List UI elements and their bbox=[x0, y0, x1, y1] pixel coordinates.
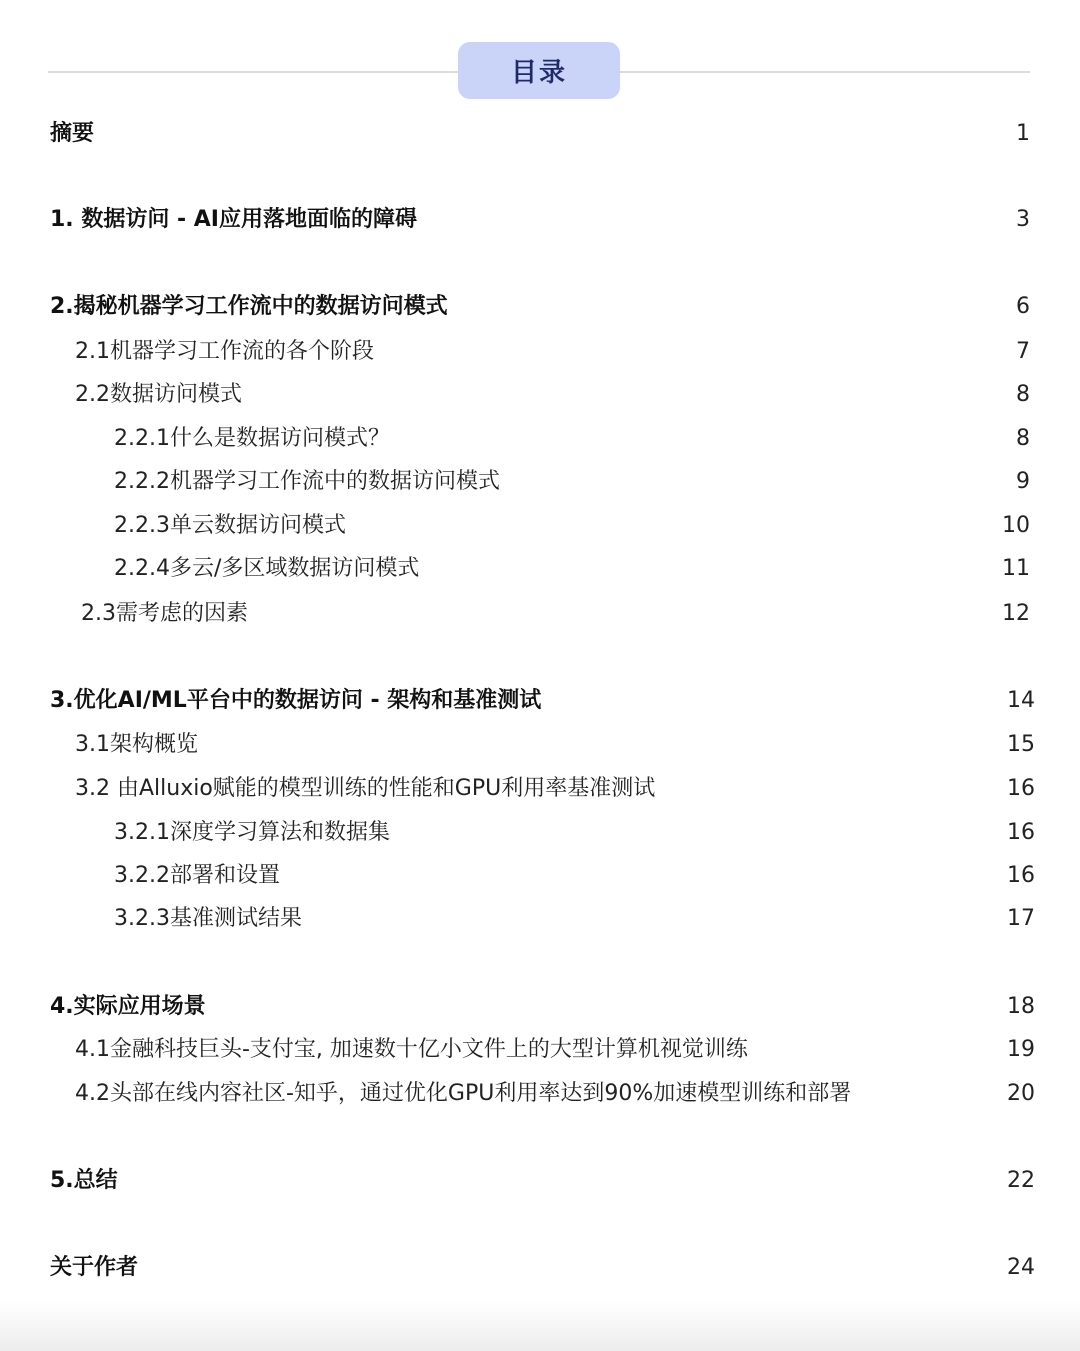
toc-entry-page: 12 bbox=[1002, 601, 1030, 626]
toc-entry-label: 3.2.3基准测试结果 bbox=[114, 906, 302, 931]
toc-entry-page: 10 bbox=[1002, 513, 1030, 538]
toc-entry-2-3[interactable] bbox=[0, 597, 1080, 631]
toc-entry-page: 19 bbox=[1007, 1037, 1035, 1062]
toc-entry-page: 18 bbox=[1007, 994, 1035, 1019]
toc-entry-label: 1. 数据访问 - AI应用落地面临的障碍 bbox=[50, 207, 417, 232]
toc-entry-about-authors[interactable] bbox=[0, 1251, 1080, 1285]
toc-entry-page: 15 bbox=[1007, 732, 1035, 757]
toc-entry-section-2[interactable] bbox=[0, 290, 1080, 324]
toc-entry-page: 16 bbox=[1007, 776, 1035, 801]
toc-entry-label: 3.2.2部署和设置 bbox=[114, 863, 280, 888]
toc-entry-section-5[interactable] bbox=[0, 1164, 1080, 1198]
toc-entry-page: 9 bbox=[1016, 469, 1030, 494]
toc-entry-page: 22 bbox=[1007, 1168, 1035, 1193]
toc-entry-label: 2.2数据访问模式 bbox=[75, 382, 242, 407]
toc-entry-3-1[interactable] bbox=[0, 728, 1080, 762]
toc-entry-2-2[interactable] bbox=[0, 378, 1080, 412]
toc-entry-label: 3.2.1深度学习算法和数据集 bbox=[114, 820, 390, 845]
toc-entry-4-2[interactable] bbox=[0, 1077, 1080, 1111]
toc-entry-section-4[interactable] bbox=[0, 990, 1080, 1024]
toc-entry-page: 8 bbox=[1016, 426, 1030, 451]
toc-entry-label: 5.总结 bbox=[50, 1168, 118, 1193]
toc-entry-label: 2.3需考虑的因素 bbox=[81, 601, 248, 626]
toc-entry-label: 2.1机器学习工作流的各个阶段 bbox=[75, 339, 374, 364]
toc-entry-2-2-3[interactable] bbox=[0, 509, 1080, 543]
toc-entry-page: 3 bbox=[1016, 207, 1030, 232]
toc-entry-label: 摘要 bbox=[50, 121, 95, 146]
toc-entry-label: 3.优化AI/ML平台中的数据访问 - 架构和基准测试 bbox=[50, 688, 542, 713]
toc-entry-page: 7 bbox=[1016, 339, 1030, 364]
toc-entry-page: 1 bbox=[1016, 121, 1030, 146]
toc-entry-3-2-1[interactable] bbox=[0, 816, 1080, 850]
toc-entry-label: 2.2.4多云/多区域数据访问模式 bbox=[114, 556, 420, 581]
toc-entry-page: 11 bbox=[1002, 556, 1030, 581]
toc-entry-3-2[interactable] bbox=[0, 772, 1080, 806]
toc-entry-3-2-2[interactable] bbox=[0, 859, 1080, 893]
toc-entry-2-2-4[interactable] bbox=[0, 552, 1080, 586]
toc-entry-label: 4.1金融科技巨头-支付宝, 加速数十亿小文件上的大型计算机视觉训练 bbox=[75, 1037, 748, 1062]
toc-entry-2-2-2[interactable] bbox=[0, 465, 1080, 499]
toc-entry-page: 8 bbox=[1016, 382, 1030, 407]
toc-entry-3-2-3[interactable] bbox=[0, 902, 1080, 936]
toc-entry-2-1[interactable] bbox=[0, 335, 1080, 369]
toc-entry-section-1[interactable] bbox=[0, 203, 1080, 237]
toc-entry-label: 2.2.2机器学习工作流中的数据访问模式 bbox=[114, 469, 500, 494]
toc-entry-label: 4.2头部在线内容社区-知乎，通过优化GPU利用率达到90%加速模型训练和部署 bbox=[75, 1081, 852, 1106]
toc-entry-label: 关于作者 bbox=[50, 1255, 139, 1280]
toc-entry-summary[interactable] bbox=[0, 117, 1080, 151]
toc-entry-page: 24 bbox=[1007, 1255, 1035, 1280]
toc-entry-page: 20 bbox=[1007, 1081, 1035, 1106]
toc-entry-label: 2.2.1什么是数据访问模式？ bbox=[114, 426, 390, 451]
toc-title: 目录 bbox=[458, 42, 620, 99]
toc-entry-label: 2.揭秘机器学习工作流中的数据访问模式 bbox=[50, 294, 448, 319]
toc-entry-label: 4.实际应用场景 bbox=[50, 994, 206, 1019]
toc-entry-label: 3.1架构概览 bbox=[75, 732, 198, 757]
toc-entry-page: 14 bbox=[1007, 688, 1035, 713]
toc-entry-page: 16 bbox=[1007, 863, 1035, 888]
toc-entry-2-2-1[interactable] bbox=[0, 422, 1080, 456]
toc-entry-page: 6 bbox=[1016, 294, 1030, 319]
toc-entry-label: 3.2 由Alluxio赋能的模型训练的性能和GPU利用率基准测试 bbox=[75, 776, 656, 801]
toc-entry-section-3[interactable] bbox=[0, 684, 1080, 718]
bottom-shadow bbox=[0, 1301, 1080, 1351]
toc-entry-label: 2.2.3单云数据访问模式 bbox=[114, 513, 346, 538]
toc-entry-page: 17 bbox=[1007, 906, 1035, 931]
toc-entry-4-1[interactable] bbox=[0, 1033, 1080, 1067]
toc-entry-page: 16 bbox=[1007, 820, 1035, 845]
